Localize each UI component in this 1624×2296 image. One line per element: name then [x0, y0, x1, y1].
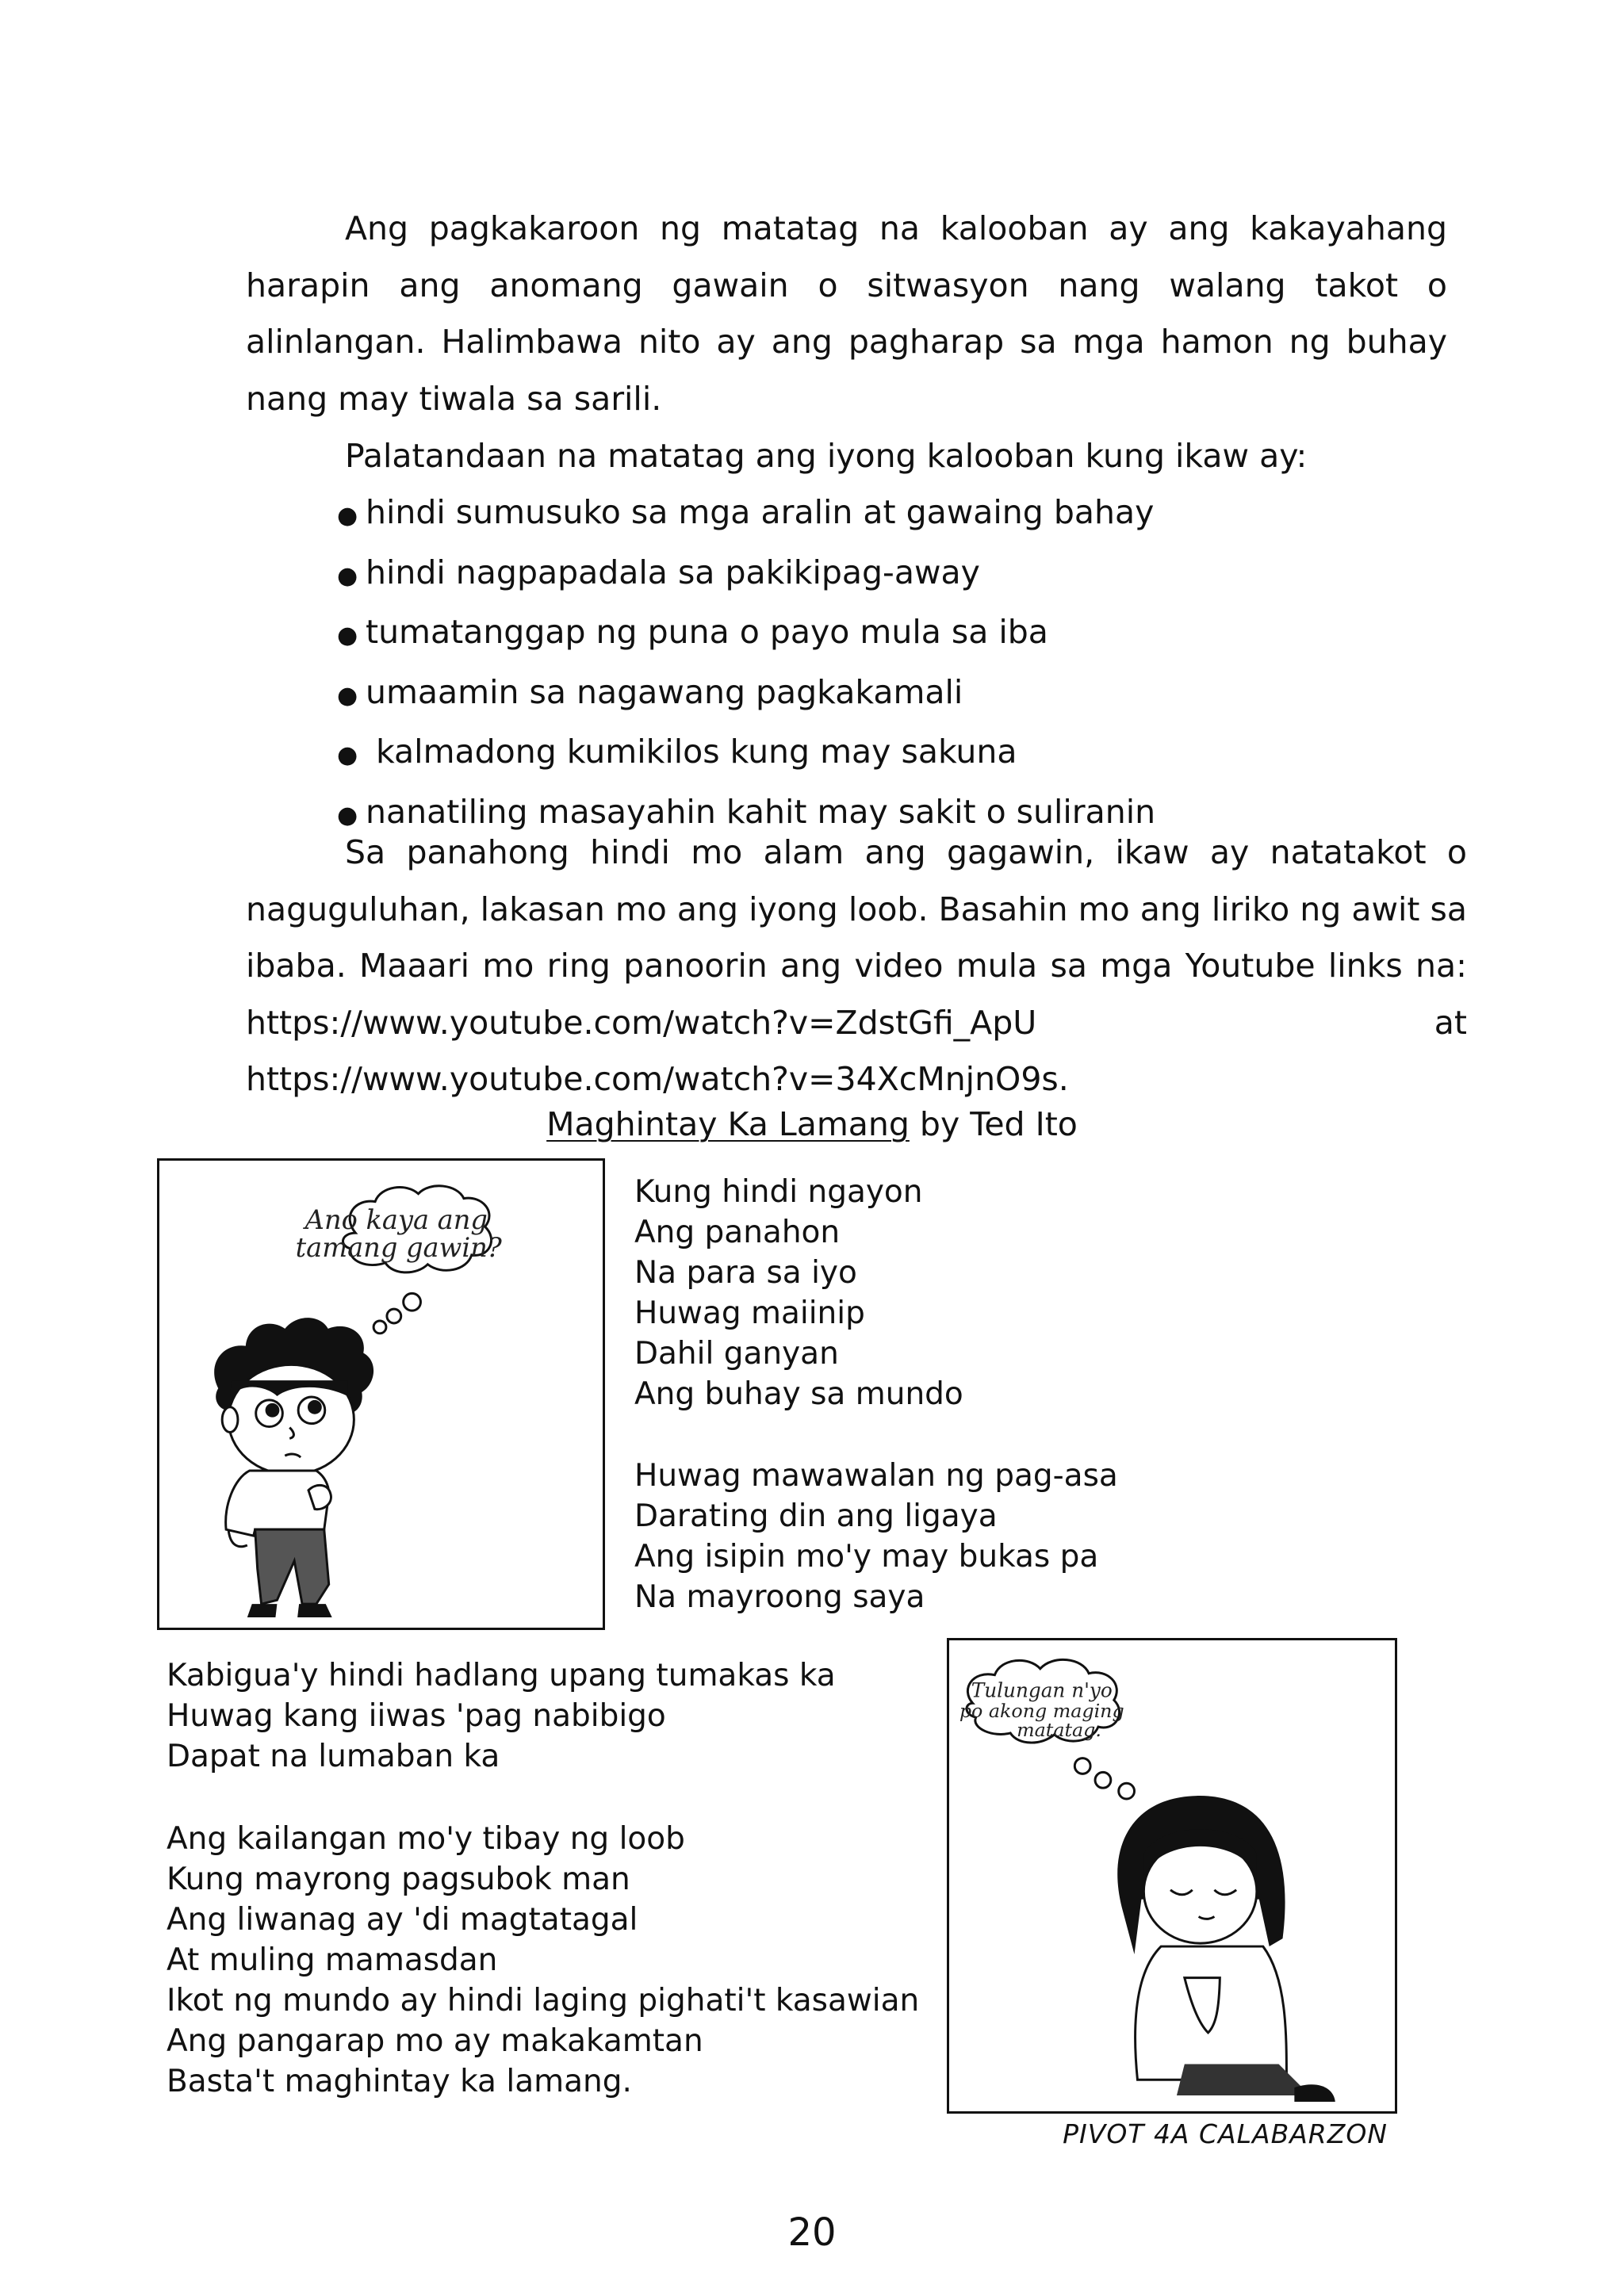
lyric-line: Ang kailangan mo'y tibay ng loob	[167, 1821, 685, 1857]
credit-label: PIVOT 4A CALABARZON	[1063, 2118, 1388, 2149]
lyrics-stanza-3	[167, 1655, 836, 1777]
list-item: ● tumatanggap ng puna o payo mula sa iba	[337, 604, 1155, 664]
list-item: ● kalmadong kumikilos kung may sakuna	[337, 724, 1155, 784]
lyric-line: Dapat na lumaban ka	[167, 1739, 500, 1774]
praying-girl-drawing	[949, 1640, 1395, 2111]
bullet-icon: ●	[337, 622, 358, 649]
lyrics-stanza-4	[167, 1819, 919, 2102]
list-item: ● umaamin sa nagawang pagkakamali	[337, 664, 1155, 725]
lyric-line: Kung mayrong pagsubok man	[167, 1862, 630, 1897]
boy-illustration	[157, 1158, 605, 1630]
lyric-line: Basta't maghintay ka lamang.	[167, 2064, 632, 2099]
list-item: ● hindi sumusuko sa mga aralin at gawaing bahay	[337, 484, 1155, 545]
lyric-line: Darating din ang ligaya	[634, 1498, 998, 1534]
lyrics-stanza-1	[634, 1172, 963, 1414]
bullet-icon: ●	[337, 502, 358, 530]
song-heading	[0, 1100, 1624, 1148]
lyric-line: Huwag maiinip	[634, 1295, 865, 1331]
boy-thought-line2: tamang gawin?	[295, 1231, 502, 1263]
boy-thought-line1: Ano kaya ang	[304, 1204, 488, 1236]
girl-thought-line2: po akong maging	[959, 1700, 1124, 1723]
lyric-line: Na para sa iyo	[634, 1255, 857, 1291]
lyric-line: Kabigua'y hindi hadlang upang tumakas ka	[167, 1658, 836, 1693]
thinking-boy-drawing	[159, 1161, 603, 1628]
list-item: ● nanatiling masayahin kahit may sakit o suliranin	[337, 784, 1155, 844]
girl-thought-line3: matatag.	[1017, 1718, 1101, 1741]
bullet-list	[337, 484, 1155, 844]
lyric-line: Ang pangarap mo ay makakamtan	[167, 2023, 703, 2059]
closing-paragraph: Sa panahong hindi mo alam ang gagawin, ikaw ay natatakot o naguguluhan, lakasan mo ang iyong loob. Basahin mo ang liriko ng awit sa ibaba. Maaari mo ring panoorin ang video mula sa mga Youtube links na: https://www.youtube.com/watch?v=ZdstGfi_ApU at https://www.youtube.com/watch?v=34XcMnjnO9s.	[246, 833, 1467, 1098]
lyric-line: Dahil ganyan	[634, 1336, 839, 1372]
lyric-line: Ang buhay sa mundo	[634, 1376, 963, 1412]
lyric-line: Ang liwanag ay 'di magtatagal	[167, 1902, 638, 1938]
bullet-icon: ●	[337, 801, 358, 829]
lyric-line: Huwag kang iiwas 'pag nabibigo	[167, 1698, 666, 1734]
lyric-line: At muling mamasdan	[167, 1942, 498, 1978]
song-title: Maghintay Ka Lamang	[546, 1105, 910, 1143]
lyric-line: Ang isipin mo'y may bukas pa	[634, 1539, 1099, 1575]
page-number: 20	[787, 2210, 837, 2255]
bullet-icon: ●	[337, 681, 358, 710]
song-byline: by Ted Ito	[909, 1105, 1078, 1143]
list-item: ● hindi nagpapadala sa pakikipag-away	[337, 545, 1155, 605]
intro-paragraph: Ang pagkakaroon ng matatag na kalooban ay ang kakayahang harapin ang anomang gawain o sitwasyon nang walang takot o alinlangan. Halimbawa nito ay ang pagharap sa mga hamon ng buhay nang may tiwala sa sarili.	[246, 209, 1447, 418]
bullet-icon: ●	[337, 561, 358, 590]
lyrics-stanza-2	[634, 1456, 1118, 1617]
lyric-line: Ikot ng mundo ay hindi laging pighati't kasawian	[167, 1983, 920, 2019]
lyric-line: Kung hindi ngayon	[634, 1174, 923, 1210]
girl-thought-line1: Tulungan n'yo	[971, 1678, 1113, 1702]
bullet-icon: ●	[337, 741, 358, 769]
lyric-line: Huwag mawawalan ng pag-asa	[634, 1458, 1118, 1494]
lyric-line: Na mayroong saya	[634, 1579, 925, 1615]
lead-sentence: Palatandaan na matatag ang iyong kalooban kung ikaw ay:	[345, 437, 1308, 475]
girl-illustration	[947, 1638, 1397, 2114]
lyric-line: Ang panahon	[634, 1215, 841, 1250]
